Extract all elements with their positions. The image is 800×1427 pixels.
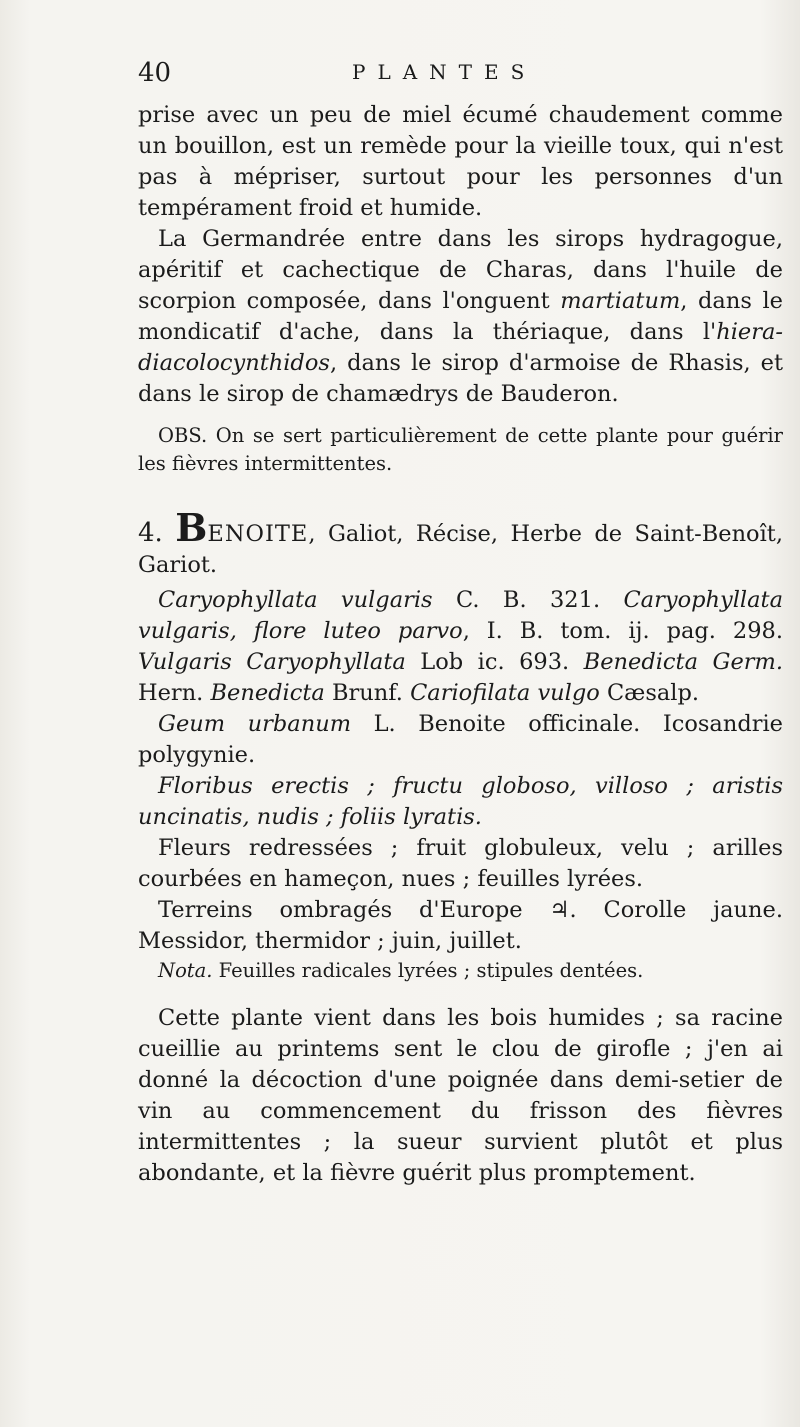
page-body [138, 100, 783, 1189]
synonyms: Caryophyllata vulgaris C. B. 321. Caryophyllata vulgaris, flore luteo parvo, I. B. tom. ij. pag. 298. Vulgaris Caryophyllata Lob ic. 693. Benedicta Germ. Hern. Benedicta Brunf. Cariofilata vulgo Cæsalp. [138, 587, 783, 706]
paragraph-continuation: prise avec un peu de miel écumé chaudement comme un bouillon, est un remède pour la vieille toux, qui n'est pas à mépriser, surtout pour les personnes d'un tempérament froid et humide. [138, 102, 783, 221]
page-header [138, 58, 778, 98]
latin-description: Floribus erectis ; fructu globoso, villoso ; aristis uncinatis, nudis ; foliis lyratis. [138, 773, 783, 830]
term-martiatum: martiatum [560, 288, 681, 314]
drop-cap: B [175, 505, 208, 550]
linnaean-name: Geum urbanum L. Benoite officinale. Icosandrie polygynie. [138, 711, 783, 768]
french-description: Fleurs redressées ; fruit globuleux, velu ; arilles courbées en hameçon, nues ; feuilles lyrées. [138, 835, 783, 892]
entry-name: ENOITE [207, 521, 309, 547]
paragraph-usage: Cette plante vient dans les bois humides ; sa racine cueillie au printems sent le clou de girofle ; j'en ai donné la décoction d'une poignée dans demi-setier de vin au commencement du frisson des fièvres intermittentes ; la sueur survient plutôt et plus abondante, et la fièvre guérit plus promptement. [138, 1005, 783, 1186]
observation-note [138, 422, 783, 478]
entry-heading [138, 505, 783, 581]
paragraph-germandree: La Germandrée entre dans les sirops hydragogue, apéritif et cachectique de Charas, dans l'huile de scorpion composée, dans l'onguent martiatum, dans le mondicatif d'ache, dans la thériaque, dans l'hiera-diacolocynthidos, dans le sirop d'armoise de Rhasis, et dans le sirop de chamædrys de Bauderon. [138, 226, 783, 407]
obs-label: OBS. [158, 424, 208, 447]
entry-number: 4. [138, 518, 163, 548]
obs-text: On se sert particulièrement de cette plante pour guérir les fièvres intermittentes. [138, 424, 783, 475]
entry-common-names: , Galiot, Récise, Herbe de Saint-Benoît, Gariot. [138, 521, 783, 578]
term-hiera: hiera-diacolocynthidos [138, 319, 783, 376]
nota-label: Nota. [158, 959, 213, 982]
nota-text: Feuilles radicales lyrées ; stipules dentées. [212, 959, 644, 982]
nota-note [138, 957, 783, 985]
running-head: PLANTES [352, 60, 537, 84]
page-number: 40 [138, 58, 172, 88]
habitat-text: Terreins ombragés d'Europe ♃. Corolle jaune. Messidor, thermidor ; juin, juillet. [138, 897, 783, 954]
